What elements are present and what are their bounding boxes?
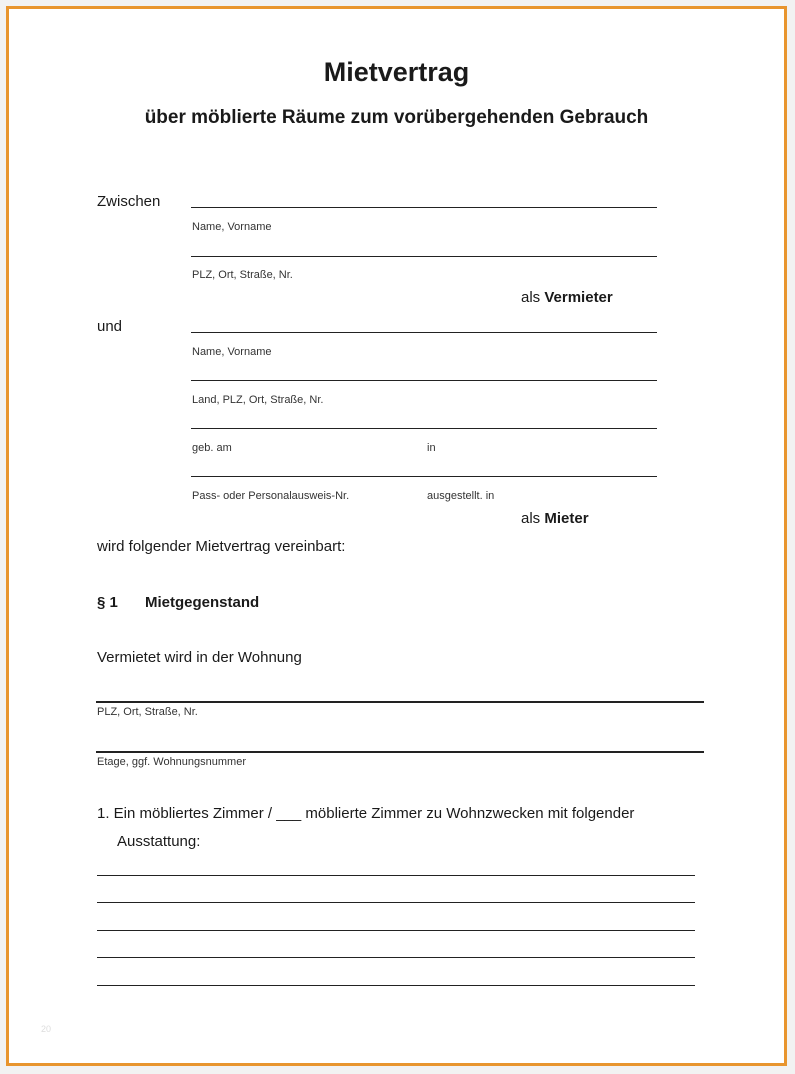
equipment-line-4[interactable] <box>97 957 695 958</box>
item1-text: 1. Ein möbliertes Zimmer / ___ möblierte Zimmer zu Wohnzwecken mit folgender <box>97 805 635 822</box>
page-number: 20 <box>41 1024 52 1034</box>
tenant-name-label: Name, Vorname <box>192 346 272 358</box>
floor-label: Etage, ggf. Wohnungsnummer <box>97 756 246 768</box>
section-number: § 1 <box>97 594 118 611</box>
birth-place-label: in <box>427 442 436 454</box>
tenant-address-line[interactable] <box>191 380 657 381</box>
tenant-address-label: Land, PLZ, Ort, Straße, Nr. <box>192 394 324 406</box>
apartment-address-line[interactable] <box>96 701 704 703</box>
tenant-role <box>521 510 589 527</box>
tenant-id-line[interactable] <box>191 476 657 477</box>
equipment-line-5[interactable] <box>97 985 695 986</box>
equipment-line-2[interactable] <box>97 902 695 903</box>
landlord-role-prefix: als <box>521 289 541 306</box>
landlord-name-label: Name, Vorname <box>192 221 272 233</box>
between-label: Zwischen <box>97 193 161 210</box>
floor-line[interactable] <box>96 751 704 753</box>
landlord-address-line[interactable] <box>191 256 657 257</box>
section-heading: Mietgegenstand <box>145 594 260 611</box>
id-number-label: Pass- oder Personalausweis-Nr. <box>192 490 350 502</box>
landlord-role <box>521 289 613 306</box>
document-title: Mietvertrag <box>323 57 470 87</box>
agreement-text: wird folgender Mietvertrag vereinbart: <box>97 538 346 555</box>
equipment-line-3[interactable] <box>97 930 695 931</box>
item1-continuation: Ausstattung: <box>117 833 201 850</box>
tenant-birth-line[interactable] <box>191 428 657 429</box>
landlord-role-word: Vermieter <box>544 289 613 306</box>
apartment-address-label: PLZ, Ort, Straße, Nr. <box>97 706 198 718</box>
landlord-address-label: PLZ, Ort, Straße, Nr. <box>192 269 293 281</box>
equipment-line-1[interactable] <box>97 875 695 876</box>
birth-date-label: geb. am <box>192 442 232 454</box>
tenant-name-line[interactable] <box>191 332 657 333</box>
document-page <box>6 6 787 1066</box>
document-subtitle: über möblierte Räume zum vorübergehenden Gebrauch <box>144 107 649 128</box>
tenant-role-word: Mieter <box>544 510 589 527</box>
and-label: und <box>97 318 123 335</box>
landlord-name-line[interactable] <box>191 207 657 208</box>
section-intro: Vermietet wird in der Wohnung <box>97 649 302 666</box>
tenant-role-prefix: als <box>521 510 541 527</box>
id-issued-label: ausgestellt. in <box>427 490 495 502</box>
